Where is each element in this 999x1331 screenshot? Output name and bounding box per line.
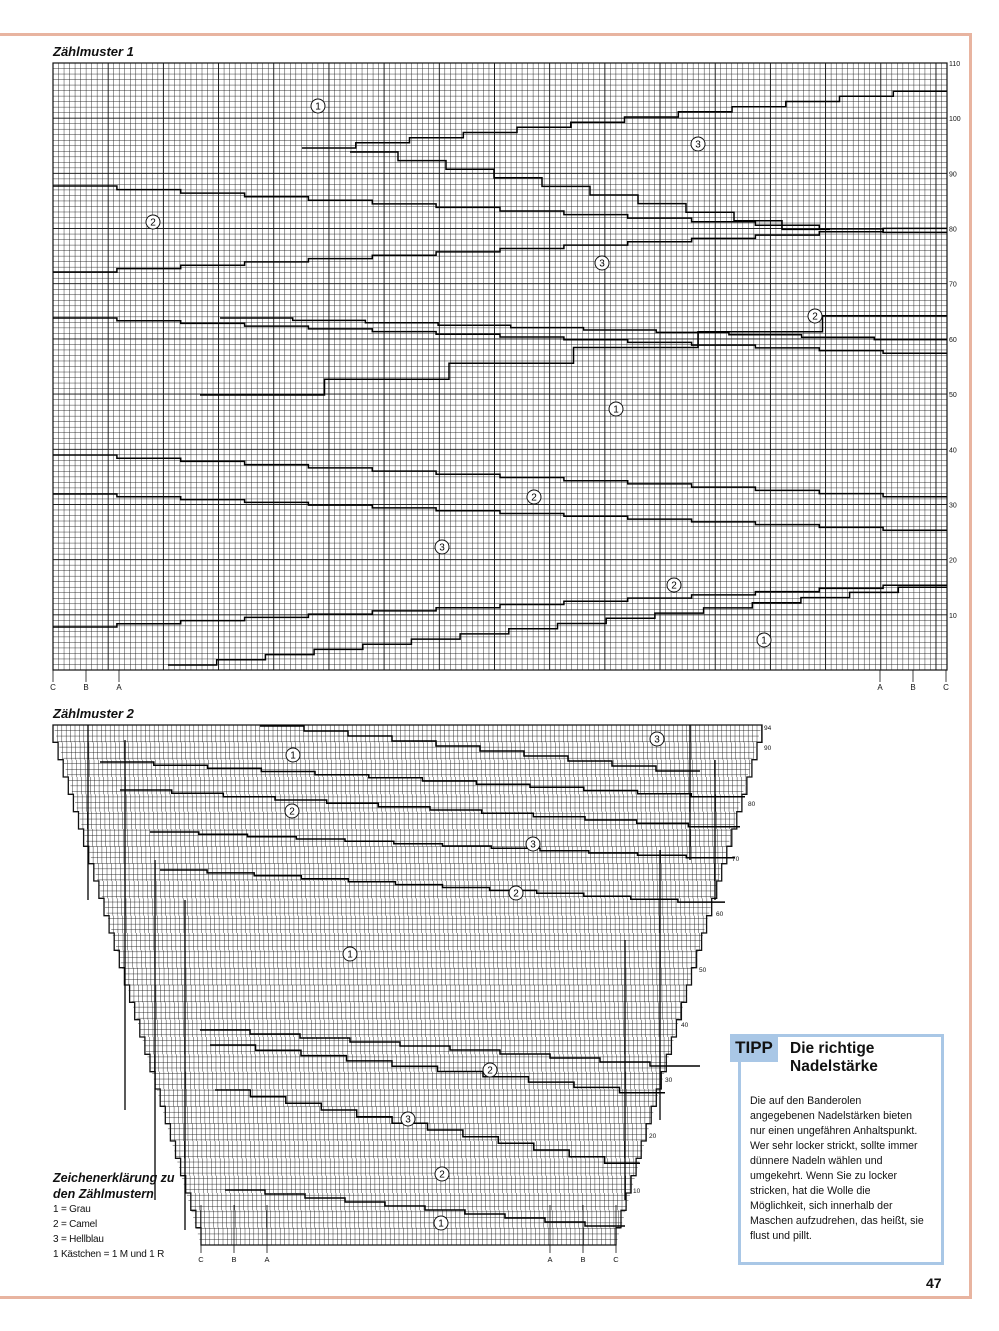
chart1-bottom-label-left-B: B xyxy=(83,683,89,692)
chart1-color-marker-4 xyxy=(595,256,609,270)
chart1-row-label-70: 70 xyxy=(949,281,957,289)
chart2-row-label-90: 90 xyxy=(764,745,772,752)
chart2-bottom-label-left-B: B xyxy=(231,1255,237,1264)
svg-text:2: 2 xyxy=(439,1169,445,1181)
chart2-row-label-94: 94 xyxy=(764,725,772,732)
legend-line-kaestchen: 1 Kästchen = 1 M und 1 R xyxy=(53,1249,165,1260)
chart2-color-marker-9 xyxy=(435,1167,449,1181)
tipp-body: Die auf den Banderolen angegebenen Nadelstärken bieten nur einen ungefähren Anhaltspunkt. Wer sehr locker strickt, sollte immer dünnere Nadeln wählen und umgekehrt. Wenn Sie zu locker stricken, hat die Wolle die Möglichkeit, sich innerhalb der Maschen aufzudrehen, das heißt, sie flust und pillt. xyxy=(750,1095,924,1242)
svg-text:1: 1 xyxy=(315,101,321,113)
svg-text:2: 2 xyxy=(531,492,537,504)
chart1-color-marker-5 xyxy=(808,309,822,323)
chart1-color-marker-10 xyxy=(757,633,771,647)
legend-line-grau: 1 = Grau xyxy=(53,1204,91,1215)
chart2-color-marker-8 xyxy=(401,1112,415,1126)
chart1-color-boundary-10 xyxy=(350,152,830,229)
svg-text:2: 2 xyxy=(150,217,156,229)
chart1-color-marker-7 xyxy=(527,490,541,504)
chart2-color-marker-6 xyxy=(343,947,357,961)
chart2-color-marker-2 xyxy=(286,748,300,762)
chart2-color-marker-3 xyxy=(285,804,299,818)
svg-text:3: 3 xyxy=(695,139,701,151)
chart2-title: Zählmuster 2 xyxy=(53,706,134,721)
chart1-color-marker-8 xyxy=(435,540,449,554)
chart1-color-marker-2 xyxy=(691,137,705,151)
chart1-bottom-label-left-C: C xyxy=(50,683,56,692)
chart2-row-label-50: 50 xyxy=(699,967,707,974)
svg-text:2: 2 xyxy=(671,580,677,592)
chart1-color-marker-3 xyxy=(146,215,160,229)
chart1-bottom-label-left-A: A xyxy=(116,683,122,692)
chart2-bottom-label-left-A: A xyxy=(264,1255,270,1264)
chart2-color-marker-7 xyxy=(483,1063,497,1077)
chart2-row-label-80: 80 xyxy=(748,801,756,808)
chart2-grid xyxy=(53,725,762,1245)
chart2-row-label-20: 20 xyxy=(649,1133,657,1140)
chart2-bottom-label-right-C: C xyxy=(613,1255,619,1264)
chart2-color-marker-5 xyxy=(509,886,523,900)
chart2-bottom-label-left-C: C xyxy=(198,1255,204,1264)
tipp-badge: TIPP xyxy=(730,1034,778,1062)
chart1-row-label-40: 40 xyxy=(949,447,957,455)
chart1-row-label-90: 90 xyxy=(949,171,957,179)
svg-text:1: 1 xyxy=(613,404,619,416)
chart1-color-marker-6 xyxy=(609,402,623,416)
tipp-heading: Die richtige Nadelstärke xyxy=(790,1040,878,1075)
chart1-color-marker-9 xyxy=(667,578,681,592)
chart2-row-label-60: 60 xyxy=(716,911,724,918)
chart2-row-label-40: 40 xyxy=(681,1022,689,1029)
svg-text:3: 3 xyxy=(439,542,445,554)
svg-text:1: 1 xyxy=(438,1218,444,1230)
chart1-row-label-30: 30 xyxy=(949,502,957,510)
svg-text:2: 2 xyxy=(513,888,519,900)
svg-text:1: 1 xyxy=(290,750,296,762)
chart2-row-label-30: 30 xyxy=(665,1077,673,1084)
page-number: 47 xyxy=(926,1275,942,1291)
chart2-row-label-10: 10 xyxy=(633,1188,641,1195)
chart2-color-marker-10 xyxy=(434,1216,448,1230)
legend-line-hellblau: 3 = Hellblau xyxy=(53,1234,104,1245)
svg-text:2: 2 xyxy=(487,1065,493,1077)
chart2-bottom-label-right-A: A xyxy=(547,1255,553,1264)
chart2-color-marker-1 xyxy=(650,732,664,746)
svg-text:2: 2 xyxy=(812,311,818,323)
chart1-row-label-80: 80 xyxy=(949,226,957,234)
chart1-row-label-110: 110 xyxy=(949,61,961,68)
svg-text:3: 3 xyxy=(530,839,536,851)
svg-text:3: 3 xyxy=(654,734,660,746)
chart2-color-marker-4 xyxy=(526,837,540,851)
chart1-bottom-label-right-B: B xyxy=(910,683,916,692)
svg-text:1: 1 xyxy=(347,949,353,961)
legend-line-camel: 2 = Camel xyxy=(53,1219,98,1230)
chart1-row-label-10: 10 xyxy=(949,612,957,620)
svg-text:1: 1 xyxy=(761,635,767,647)
chart2-row-label-70: 70 xyxy=(732,856,740,863)
chart1-row-label-60: 60 xyxy=(949,336,957,344)
chart1-row-label-50: 50 xyxy=(949,392,957,400)
chart1-bottom-label-right-A: A xyxy=(877,683,883,692)
svg-text:3: 3 xyxy=(599,258,605,270)
chart1-color-marker-1 xyxy=(311,99,325,113)
legend xyxy=(53,1170,213,1262)
chart1-grid xyxy=(53,63,947,670)
chart2-bottom-label-right-B: B xyxy=(580,1255,586,1264)
chart1-color-boundary-1 xyxy=(302,91,947,148)
legend-title: Zeichenerklärung zu den Zählmustern xyxy=(53,1171,175,1201)
svg-text:3: 3 xyxy=(405,1114,411,1126)
chart1-row-label-20: 20 xyxy=(949,557,957,565)
svg-text:2: 2 xyxy=(289,806,295,818)
chart1-row-label-100: 100 xyxy=(949,116,961,124)
chart1-bottom-label-right-C: C xyxy=(943,683,949,692)
chart1-title: Zählmuster 1 xyxy=(53,44,134,59)
